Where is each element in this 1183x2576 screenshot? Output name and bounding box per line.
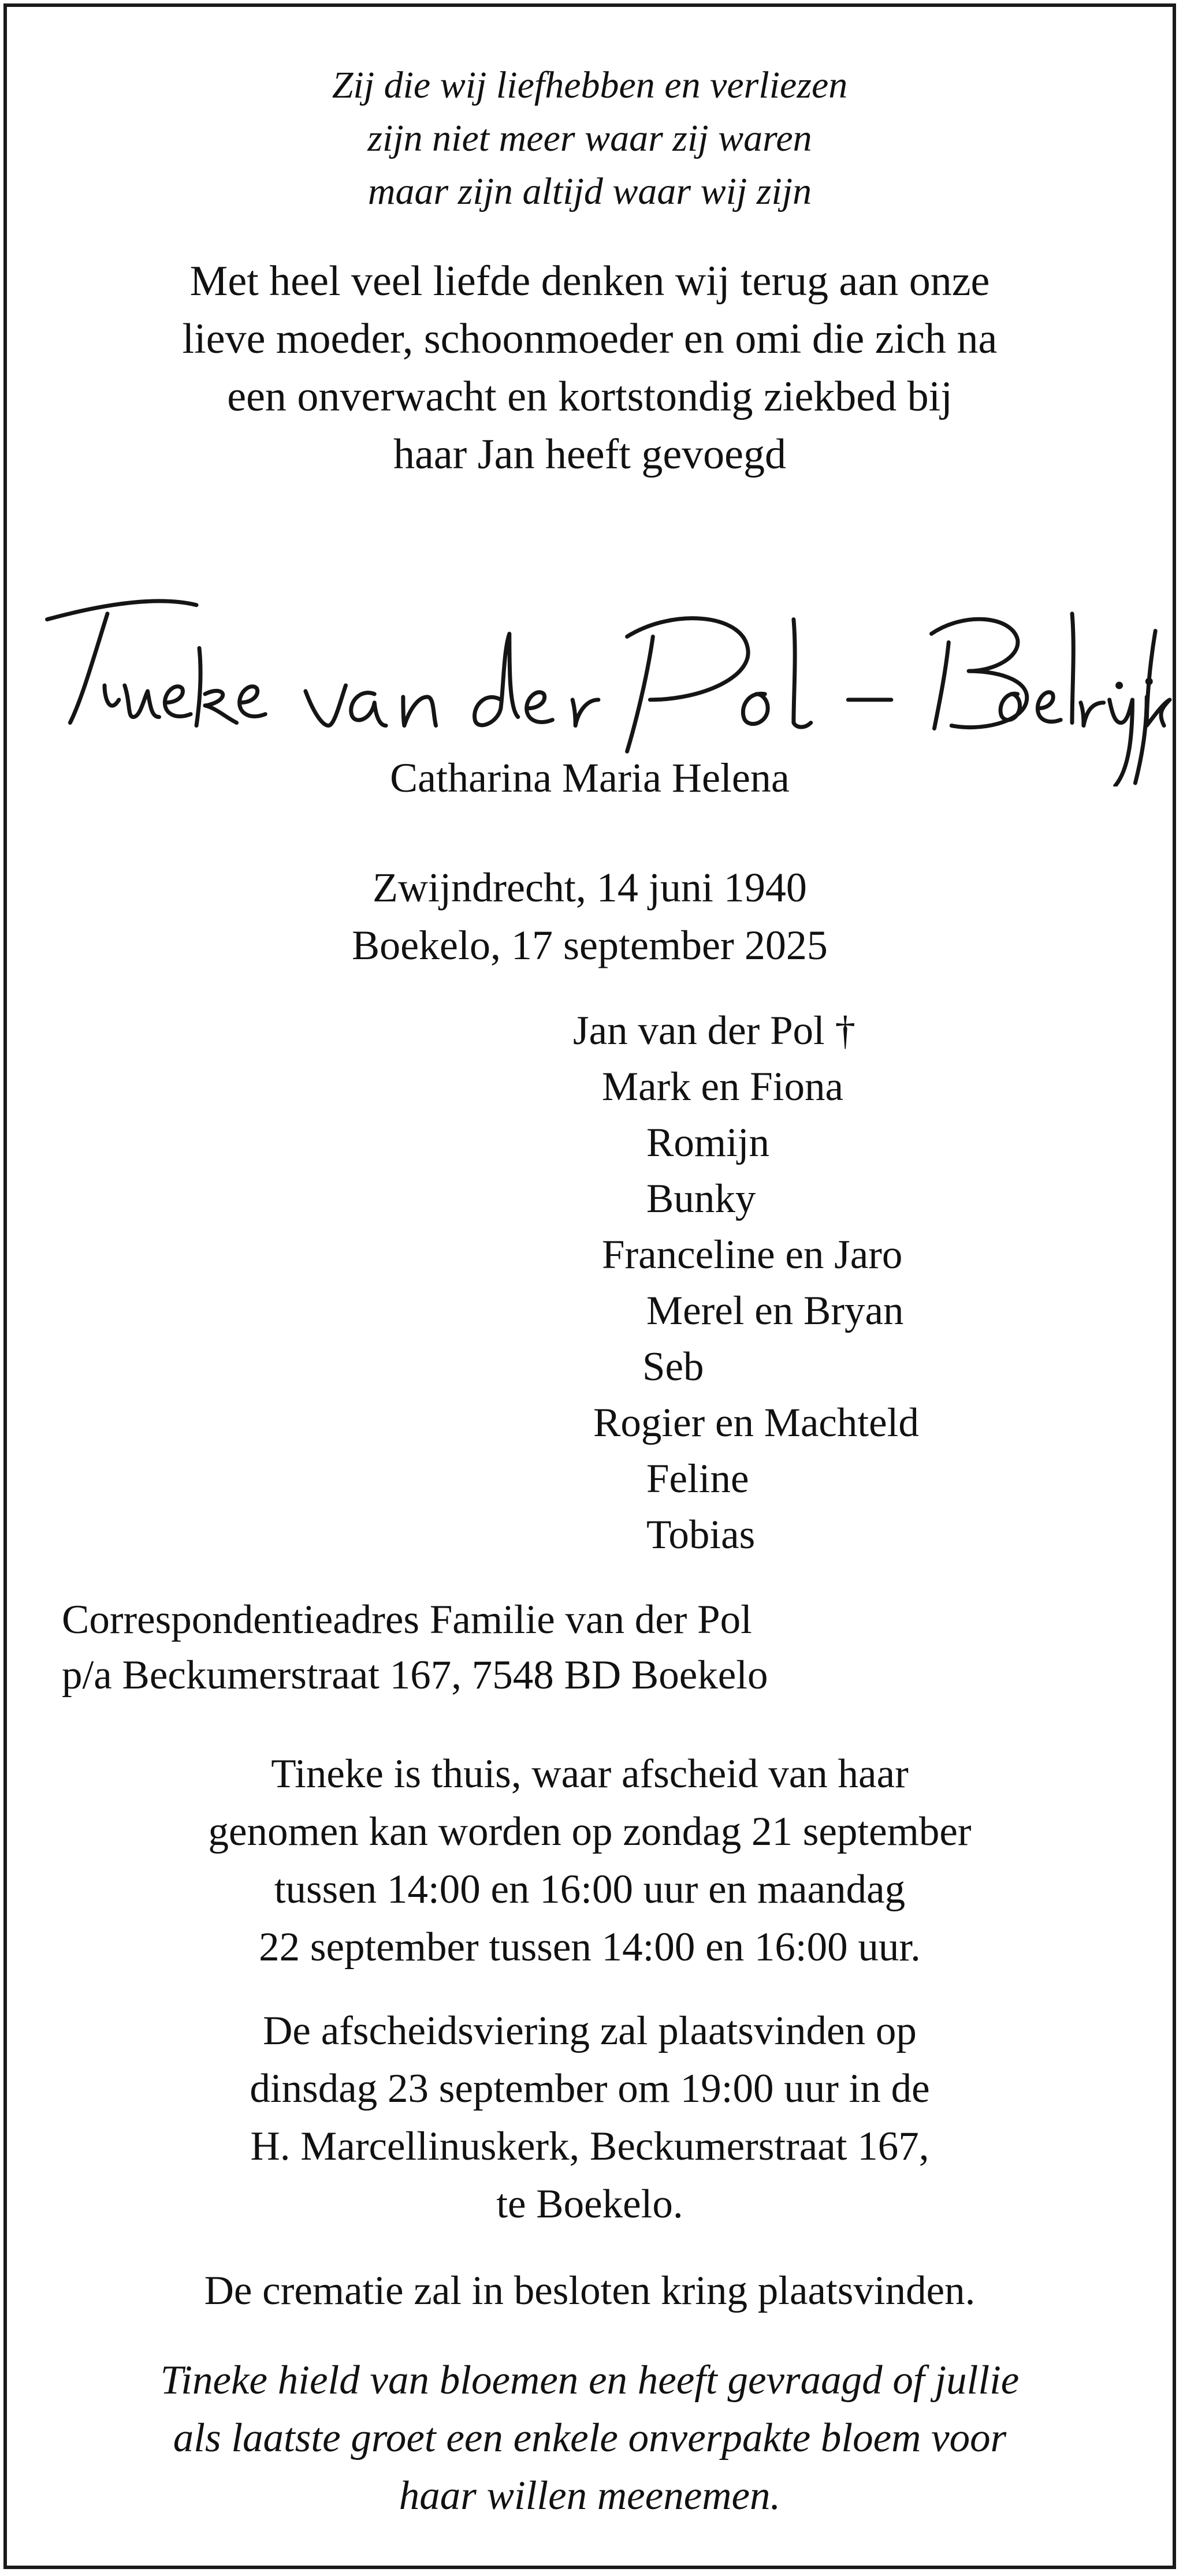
correspondence-line: p/a Beckumerstraat 167, 7548 BD Boekelo	[62, 1653, 768, 1698]
family-member: Merel en Bryan	[646, 1288, 904, 1333]
poem-line: Zij die wij liefhebben en verliezen	[332, 64, 848, 106]
family-member: Seb	[642, 1344, 704, 1389]
visitation-line: genomen kan worden op zondag 21 september	[208, 1809, 972, 1854]
poem-line: zijn niet meer waar zij waren	[367, 117, 812, 159]
life-dates	[7, 859, 1173, 974]
family-member: Feline	[646, 1456, 749, 1501]
ceremony-line: te Boekelo.	[496, 2182, 683, 2227]
full-name: Catharina Maria Helena	[390, 755, 790, 801]
poem-line: maar zijn altijd waar wij zijn	[367, 170, 812, 213]
family-member: Mark en Fiona	[602, 1064, 844, 1109]
ceremony-line: De afscheidsviering zal plaatsvinden op	[263, 2008, 917, 2053]
ceremony-line: dinsdag 23 september om 19:00 uur in de	[250, 2066, 930, 2111]
family-member: Rogier en Machteld	[593, 1400, 919, 1445]
cremation-text: De crematie zal in besloten kring plaatsvinden.	[204, 2268, 976, 2313]
ceremony-text	[7, 2002, 1173, 2233]
visitation-line: tussen 14:00 en 16:00 uur en maandag	[274, 1867, 906, 1912]
intro-line: een onverwacht en kortstondig ziekbed bij	[227, 373, 953, 420]
family-member: Tobias	[646, 1512, 756, 1557]
closing-text	[7, 2351, 1173, 2525]
family-member: Jan van der Pol †	[573, 1008, 856, 1053]
obituary-notice	[3, 3, 1176, 2569]
correspondence-line: Correspondentieadres Familie van der Pol	[62, 1597, 752, 1642]
family-member: Bunky	[646, 1176, 756, 1221]
closing-line: Tineke hield van bloemen en heeft gevraagd of jullie	[160, 2358, 1020, 2403]
visitation-line: Tineke is thuis, waar afscheid van haar	[271, 1751, 909, 1796]
family-member: Romijn	[646, 1120, 770, 1165]
death-place-date: Boekelo, 17 september 2025	[352, 922, 828, 968]
birth-place-date: Zwijndrecht, 14 juni 1940	[373, 864, 807, 911]
intro-line: lieve moeder, schoonmoeder en omi die zich na	[182, 315, 998, 363]
intro-line: Met heel veel liefde denken wij terug aan onze	[189, 258, 990, 305]
intro-line: haar Jan heeft gevoegd	[393, 431, 787, 478]
visitation-text	[7, 1745, 1173, 1976]
poem	[7, 59, 1173, 218]
ceremony-line: H. Marcellinuskerk, Beckumerstraat 167,	[250, 2124, 929, 2169]
closing-line: als laatste groet een enkele onverpakte bloem voor	[173, 2415, 1007, 2461]
visitation-line: 22 september tussen 14:00 en 16:00 uur.	[259, 1925, 921, 1970]
family-member: Franceline en Jaro	[602, 1232, 903, 1277]
intro-text	[7, 252, 1173, 483]
correspondence-address	[62, 1592, 768, 1703]
closing-line: haar willen meenemen.	[399, 2473, 781, 2518]
